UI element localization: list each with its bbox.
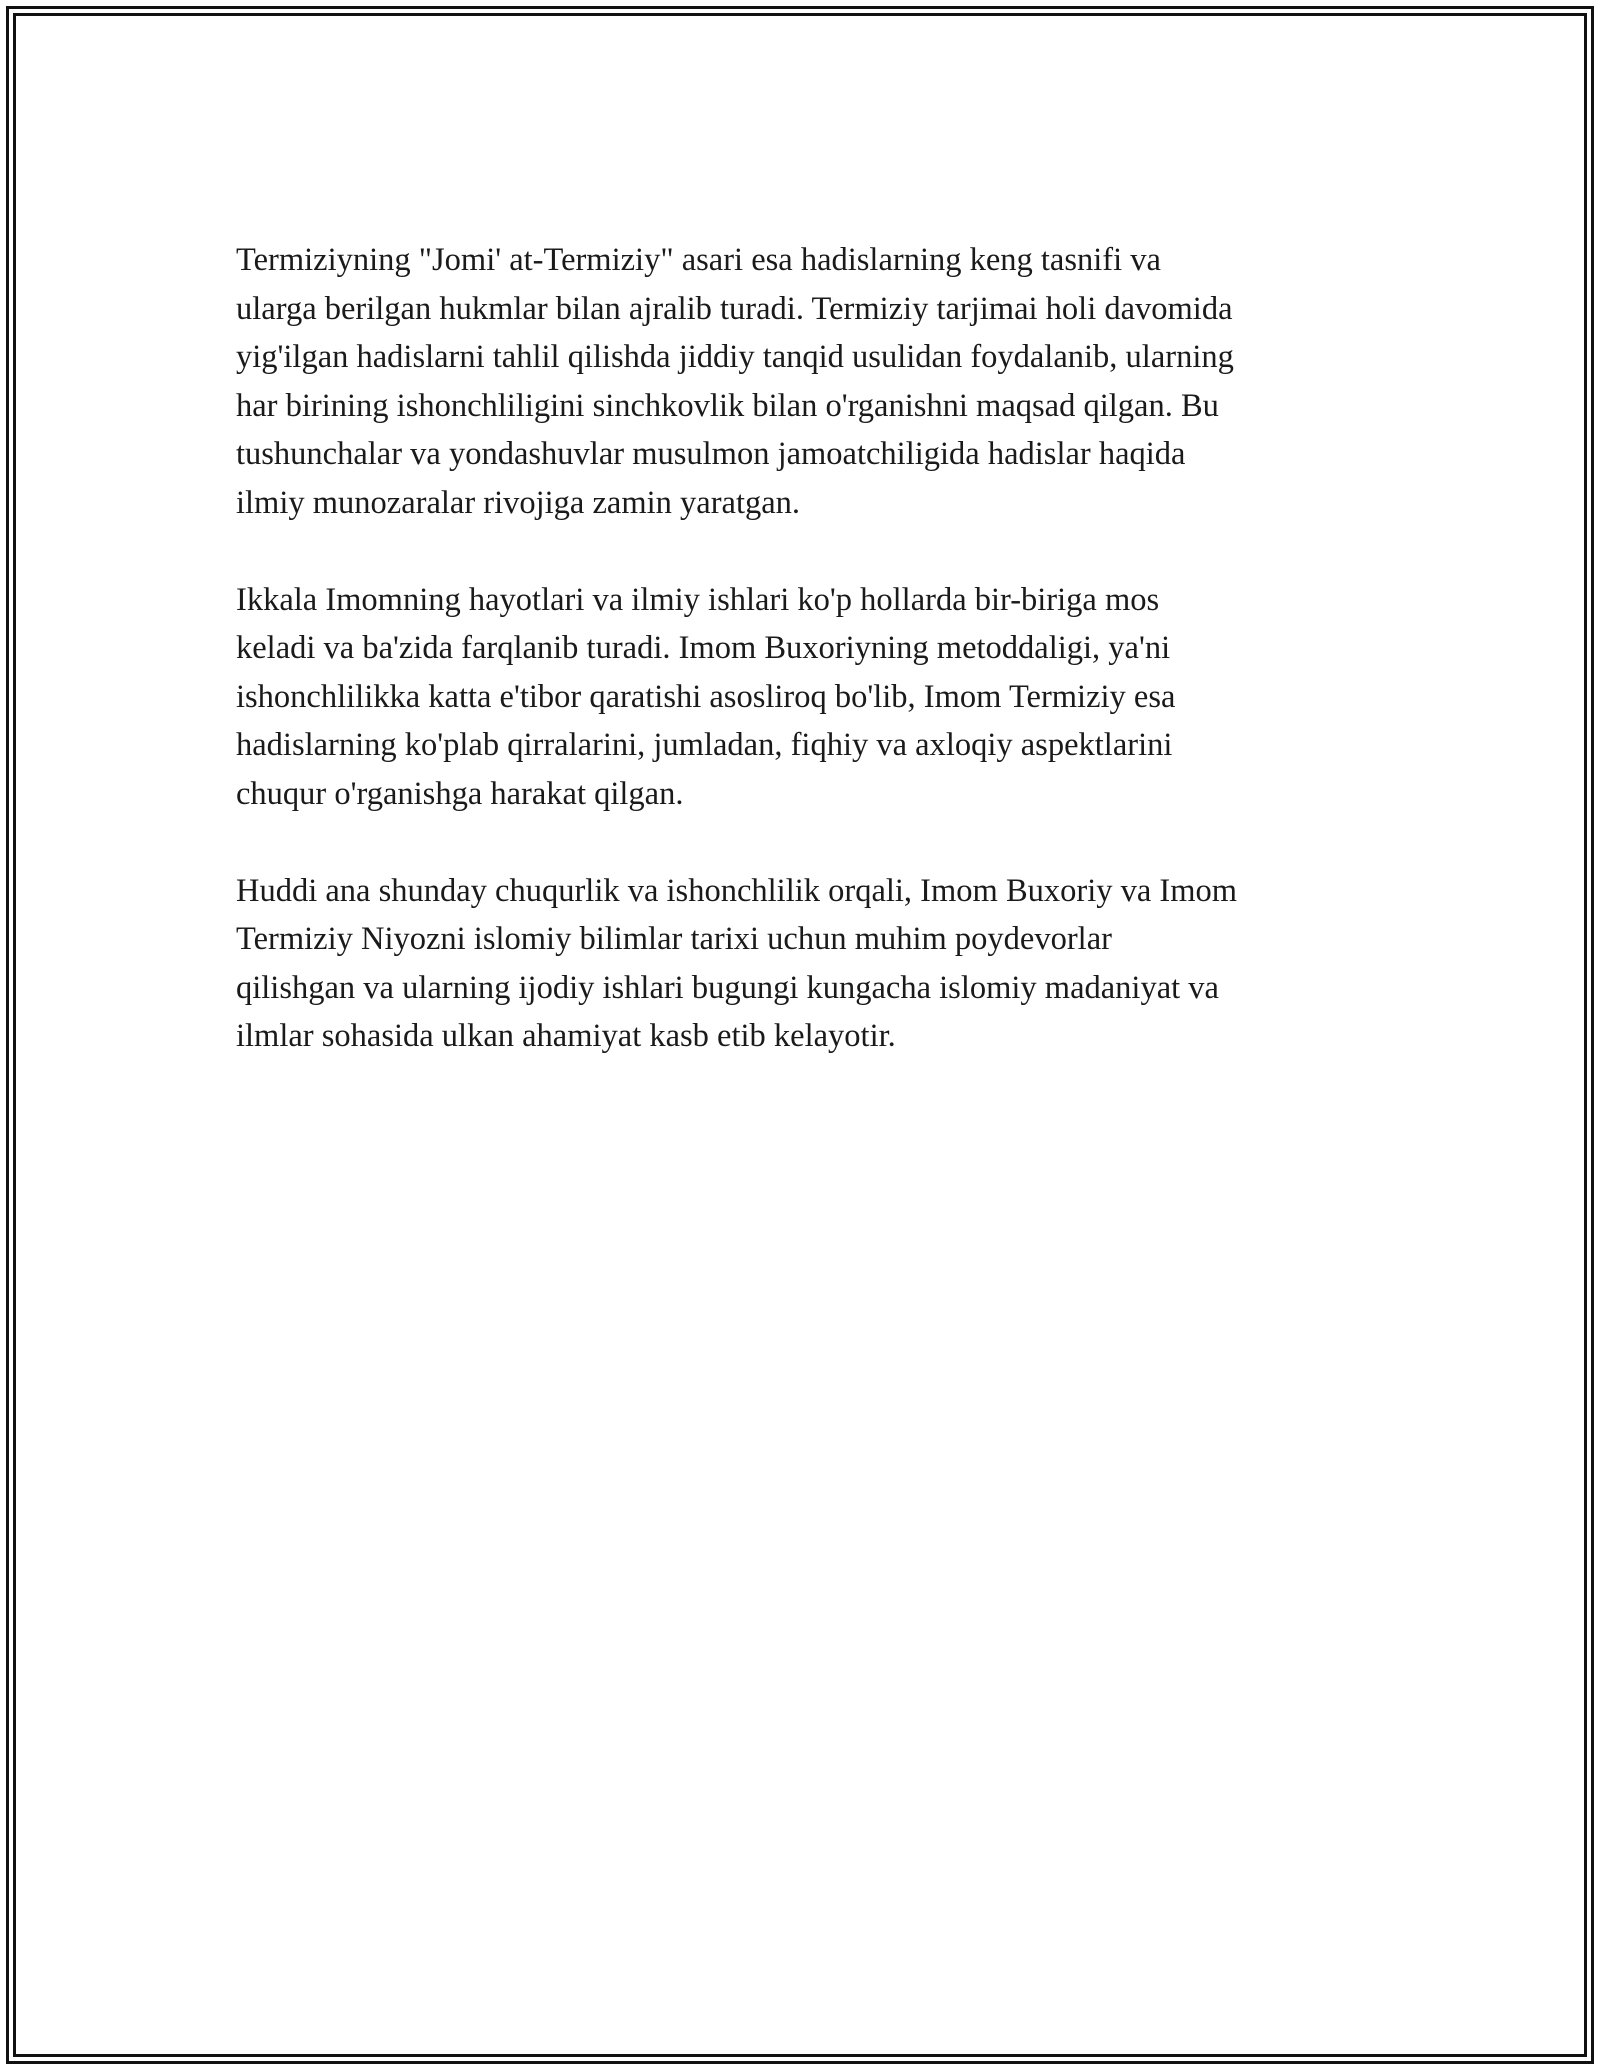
document-body [236, 236, 1376, 1109]
text-line: chuqur o'rganishga harakat qilgan. [236, 775, 684, 812]
text-line: keladi va ba'zida farqlanib turadi. Imom Buxoriyning metoddaligi, ya'ni [236, 630, 1171, 666]
text-line: har birining ishonchliligini sinchkovlik bilan o'rganishni maqsad qilgan. Bu [236, 387, 1219, 424]
text-line: Ikkala Imomning hayotlari va ilmiy ishlari ko'p hollarda bir-biriga mos [236, 581, 1160, 618]
text-line: qilishgan va ularning ijodiy ishlari bugungi kungacha islomiy madaniyat va [236, 969, 1219, 1006]
paragraph-1 [236, 236, 1376, 527]
text-line: ilmlar sohasida ulkan ahamiyat kasb etib kelayotir. [236, 1018, 896, 1054]
text-line: ishonchlilikka katta e'tibor qaratishi asosliroq bo'lib, Imom Termiziy esa [236, 678, 1176, 715]
text-line: yig'ilgan hadislarni tahlil qilishda jiddiy tanqid usulidan foydalanib, ularning [236, 339, 1234, 375]
paragraph-2 [236, 576, 1376, 819]
text-line: ularga berilgan hukmlar bilan ajralib turadi. Termiziy tarjimai holi davomida [236, 290, 1233, 327]
text-line: tushunchalar va yondashuvlar musulmon jamoatchiligida hadislar haqida [236, 436, 1186, 472]
paragraph-3 [236, 867, 1376, 1061]
text-line: Termiziyning "Jomi' at-Termiziy" asari esa hadislarning keng tasnifi va [236, 242, 1161, 278]
text-line: Huddi ana shunday chuqurlik va ishonchlilik orqali, Imom Buxoriy va Imom [236, 872, 1238, 909]
text-line: Termiziy Niyozni islomiy bilimlar tarixi uchun muhim poydevorlar [236, 921, 1112, 957]
text-line: ilmiy munozaralar rivojiga zamin yaratgan. [236, 484, 801, 521]
text-line: hadislarning ko'plab qirralarini, jumladan, fiqhiy va axloqiy aspektlarini [236, 727, 1173, 763]
